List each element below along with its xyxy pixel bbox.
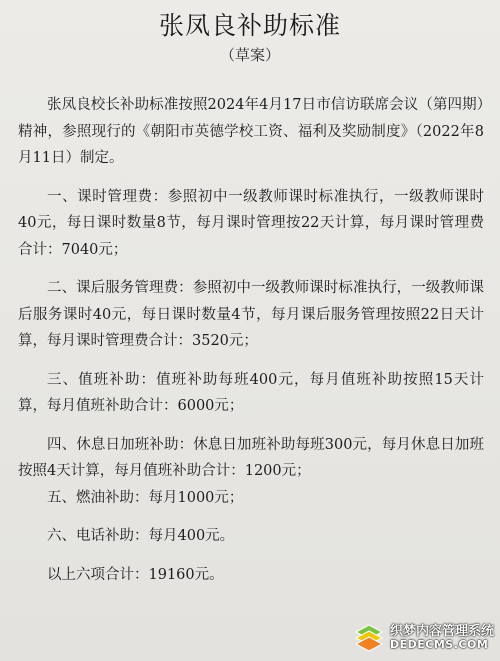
- item-fuel-subsidy: 五、燃油补助：每月1000元；: [47, 489, 244, 506]
- dedecms-logo-icon: [354, 623, 384, 653]
- intro-paragraph: 张凤良校长补助标准按照2024年4月17日市信访联席会议（第四期）精神，参照现行的《朝阳市英德学校工资、福利及奖励制度》（2022年8月11日）制定。: [18, 97, 484, 166]
- site-watermark: [354, 619, 494, 657]
- watermark-domain: DEDECMS.COM: [390, 638, 489, 652]
- document-title: 张凤良补助标准: [158, 11, 341, 40]
- document-body: [18, 92, 484, 588]
- item-after-school-fee: 二、课后服务管理费：参照初中一级教师课时标准执行，一级教师课后服务课时40元，每日课时数量4节，每月课后服务管理按照22日天计算，每月课时管理费合计：3520元；: [18, 280, 484, 349]
- item-overtime-subsidy: 四、休息日加班补助：休息日加班补助每班300元，每月休息日加班按照4天计算，每月值班补助合计：1200元；: [18, 436, 484, 479]
- item-class-hour-fee: 一、课时管理费：参照初中一级教师课时标准执行，一级教师课时40元，每日课时数量8节，每月课时管理按22天计算，每月课时管理费合计：7040元；: [18, 188, 484, 258]
- document-subtitle: （草案）: [219, 46, 280, 64]
- total-line: 以上六项合计：19160元。: [47, 566, 224, 583]
- item-duty-subsidy: 三、值班补助：值班补助每班400元，每月值班补助按照15天计算，每月值班补助合计：6000元；: [18, 371, 484, 414]
- watermark-name: 织梦内容管理系统: [390, 623, 495, 639]
- item-phone-subsidy: 六、电话补助：每月400元。: [47, 528, 235, 544]
